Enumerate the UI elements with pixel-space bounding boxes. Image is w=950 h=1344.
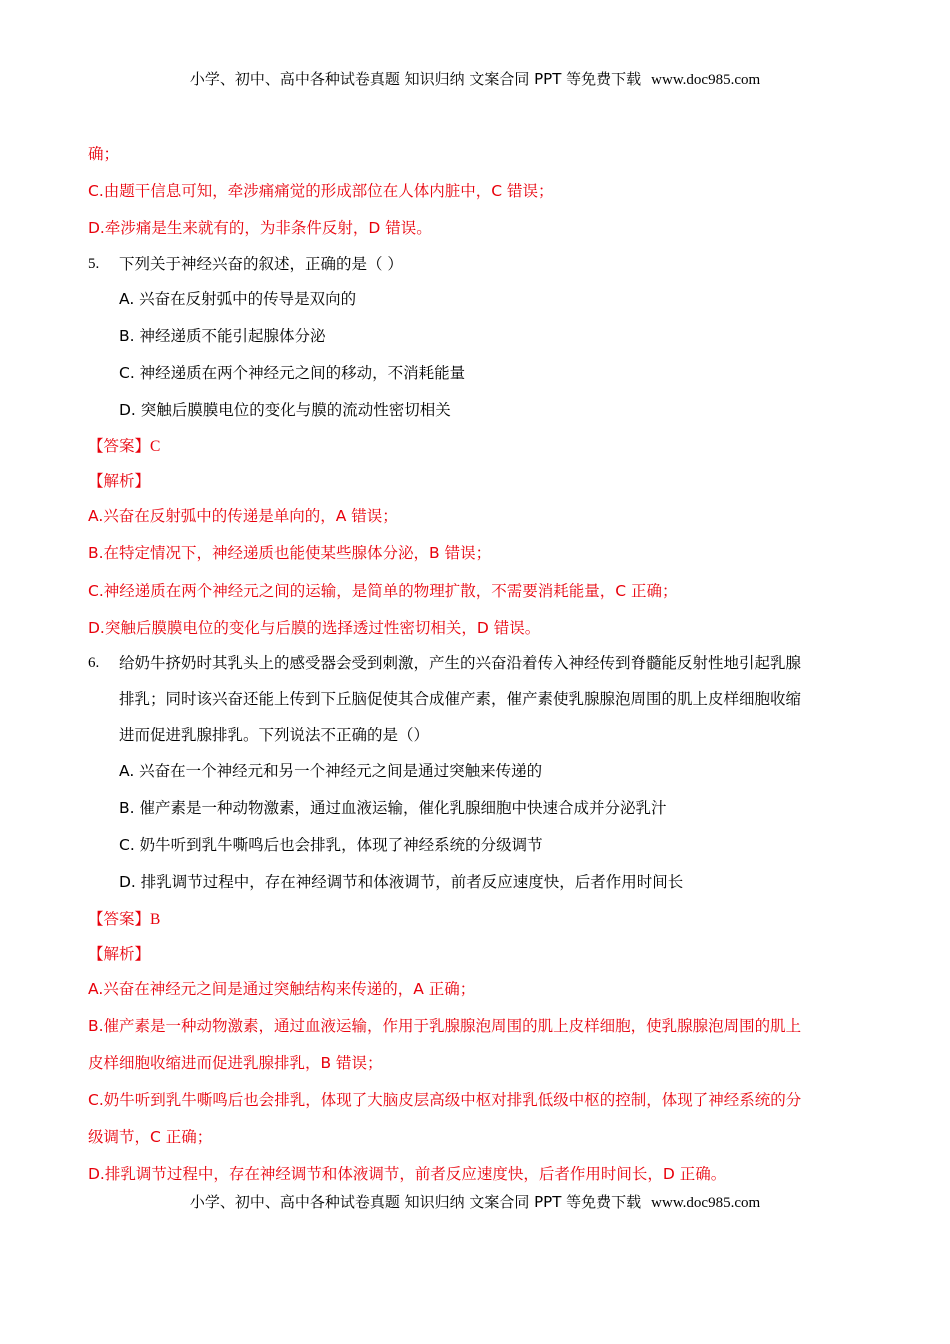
analysis-line: D.排乳调节过程中，存在神经调节和体液调节，前者反应速度快，后者作用时间长，D 正确。 xyxy=(88,1165,727,1183)
prev-explanation-line: D.牵涉痛是生来就有的，为非条件反射，D 错误。 xyxy=(88,219,432,237)
page-footer xyxy=(0,1191,950,1212)
question-number: 5. xyxy=(88,256,100,272)
option-d: D. 突触后膜膜电位的变化与膜的流动性密切相关 xyxy=(119,401,451,419)
footer-site-link[interactable]: www.doc985.com xyxy=(651,1195,761,1211)
analysis-line: C.神经递质在两个神经元之间的运输，是简单的物理扩散，不需要消耗能量，C 正确； xyxy=(88,582,678,600)
analysis-line: A.兴奋在神经元之间是通过突触结构来传递的，A 正确； xyxy=(88,980,476,998)
option-d: D. 排乳调节过程中，存在神经调节和体液调节，前者反应速度快，后者作用时间长 xyxy=(119,873,684,891)
analysis-line: D.突触后膜膜电位的变化与后膜的选择透过性密切相关，D 错误。 xyxy=(88,619,541,637)
answer-value: C xyxy=(150,438,161,455)
option-a: A. 兴奋在一个神经元和另一个神经元之间是通过突触来传递的 xyxy=(119,762,543,780)
analysis-line: 皮样细胞收缩进而促进乳腺排乳，B 错误； xyxy=(88,1054,383,1072)
question-stem-line: 给奶牛挤奶时其乳头上的感受器会受到刺激，产生的兴奋沿着传入神经传到脊髓能反射性地引起乳腺 xyxy=(119,654,802,672)
answer-label: 【答案】 xyxy=(88,910,151,928)
prev-explanation-line: C.由题干信息可知，牵涉痛痛觉的形成部位在人体内脏中，C 错误； xyxy=(88,182,554,200)
answer xyxy=(88,435,160,458)
analysis-line: B.在特定情况下，神经递质也能使某些腺体分泌，B 错误； xyxy=(88,544,492,562)
analysis-label: 【解析】 xyxy=(88,945,151,963)
question-stem: 下列关于神经兴奋的叙述，正确的是（ ） xyxy=(119,255,403,273)
analysis-line: 级调节，C 正确； xyxy=(88,1128,213,1146)
answer-value: B xyxy=(150,911,161,928)
answer-label: 【答案】 xyxy=(88,437,151,455)
header-text: 小学、初中、高中各种试卷真题 知识归纳 文案合同 PPT 等免费下载 xyxy=(189,70,642,88)
option-a: A. 兴奋在反射弧中的传导是双向的 xyxy=(119,290,357,308)
question-stem-line: 排乳；同时该兴奋还能上传到下丘脑促使其合成催产素，催产素使乳腺腺泡周围的肌上皮样细胞收缩 xyxy=(119,690,802,708)
analysis-line: A.兴奋在反射弧中的传递是单向的，A 错误； xyxy=(88,507,398,525)
prev-explanation-line: 确； xyxy=(88,145,120,163)
question-number: 6. xyxy=(88,655,100,671)
analysis-line: B.催产素是一种动物激素，通过血液运输，作用于乳腺腺泡周围的肌上皮样细胞，使乳腺腺泡周围的肌上 xyxy=(88,1017,802,1035)
footer-text: 小学、初中、高中各种试卷真题 知识归纳 文案合同 PPT 等免费下载 xyxy=(189,1193,642,1211)
option-c: C. 神经递质在两个神经元之间的移动，不消耗能量 xyxy=(119,364,466,382)
option-b: B. 催产素是一种动物激素，通过血液运输，催化乳腺细胞中快速合成并分泌乳汁 xyxy=(119,799,667,817)
analysis-label: 【解析】 xyxy=(88,472,151,490)
answer xyxy=(88,908,160,931)
option-b: B. 神经递质不能引起腺体分泌 xyxy=(119,327,326,345)
page-header xyxy=(0,68,950,89)
header-site-link[interactable]: www.doc985.com xyxy=(651,72,761,88)
option-c: C. 奶牛听到乳牛嘶鸣后也会排乳，体现了神经系统的分级调节 xyxy=(119,836,543,854)
question-stem-line: 进而促进乳腺排乳。下列说法不正确的是（） xyxy=(119,726,430,744)
analysis-line: C.奶牛听到乳牛嘶鸣后也会排乳，体现了大脑皮层高级中枢对排乳低级中枢的控制，体现了神经系统的分 xyxy=(88,1091,802,1109)
